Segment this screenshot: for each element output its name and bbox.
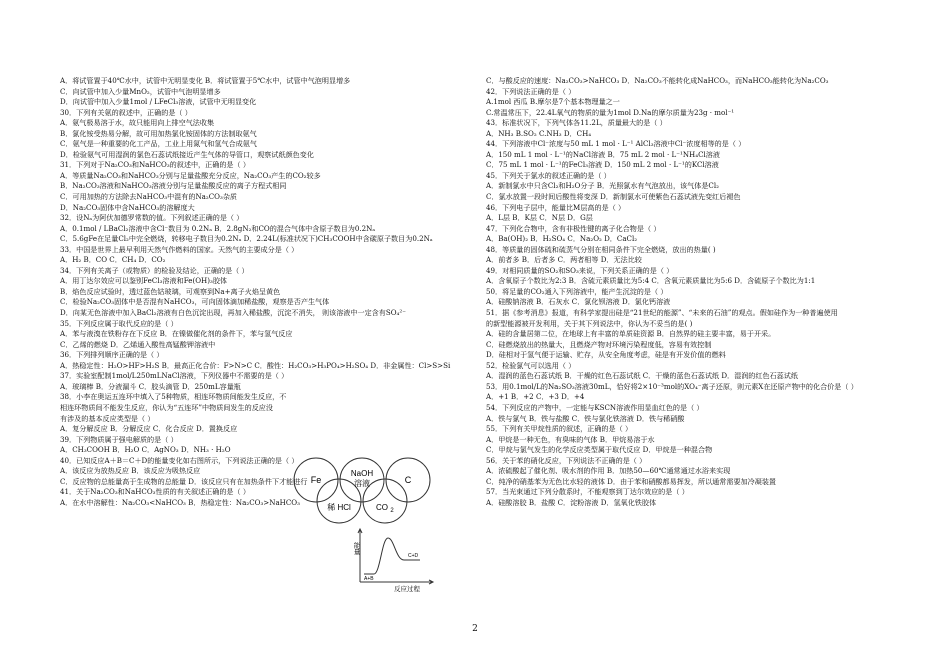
ring-c-label: C bbox=[404, 475, 412, 485]
right-column-line: C．75 mL 1 mol · L⁻¹的FeCl₃溶液 D．150 mL 2 mol · L⁻¹的KCl溶液 bbox=[486, 160, 719, 170]
left-column-line: D．向试管中加入少量1mol / LFeCl₃溶液，试管中无明显变化 bbox=[60, 97, 257, 107]
right-column-line: 42．下列说法正确的是（ ） bbox=[486, 86, 576, 96]
left-column-line: D．检验氨气可用湿润的氯色石蕊试纸接近产生气体的导管口，观察试纸颜色变化 bbox=[60, 149, 314, 159]
figures-svg bbox=[282, 456, 460, 593]
left-column-line: A．将试管置于40℃水中，试管中无明显变化 B．将试管置于5℃水中，试管中气泡明显增多 bbox=[60, 76, 351, 85]
left-column-line: B．焰色反应试验时，透过蓝色钴玻璃，可观察到Na+离子火焰呈黄色 bbox=[60, 286, 281, 296]
left-column-line: A．该反应为放热反应 B．该反应为吸热反应 bbox=[60, 466, 201, 476]
right-column-line: 50．将足量的CO₂通入下列溶液中，能产生沉淀的是（ ） bbox=[486, 286, 668, 296]
right-column-line: A.1mol 西瓜 B.摩尔是7个基本物理量之一 bbox=[486, 97, 620, 107]
right-column-line: A．Ba(OH)₂ B．H₂SO₄ C．Na₂O₂ D．CaCl₂ bbox=[486, 234, 638, 244]
energy-x-label: 反应过程 bbox=[394, 586, 420, 593]
left-column-line: B．Na₂CO₃溶液和NaHCO₃溶液分别与足量盐酸反应的离子方程式相同 bbox=[60, 181, 287, 191]
page-number: 2 bbox=[472, 624, 478, 634]
right-column-line: 52．检验氯气可以选用（ ） bbox=[486, 360, 576, 370]
right-column-line: A．150 mL 1 mol · L⁻¹的NaCl溶液 B．75 mL 2 mol · L⁻¹NH₄Cl溶液 bbox=[486, 149, 720, 159]
left-column-line: A．玻璃棒 B．分液漏斗 C．胶头滴管 D．250mL容量瓶 bbox=[60, 381, 241, 391]
energy-y-label: 能量 bbox=[352, 542, 360, 555]
right-column-line: C．纯净的硝基苯为无色比水轻的液体 D．由于苯和硝酸都易挥发，所以通常需要加冷凝装置 bbox=[486, 476, 777, 486]
right-column-line: 44．下列溶液中Cl⁻浓度与50 mL 1 mol · L⁻¹ AlCl₃溶液中Cl⁻浓度相等的是（ ） bbox=[486, 139, 746, 149]
left-column-line: 31．下列对于Na₂CO₃和NaHCO₃的叙述中，正确的是（ ） bbox=[60, 160, 250, 170]
right-column-line: 46．下列电子层中，能量比M层高的是（ ） bbox=[486, 202, 626, 212]
ring-fe-label: Fe bbox=[310, 475, 322, 485]
ring-co2-subscript: 2 bbox=[390, 508, 394, 514]
right-column-line: 53．用0.1mol/L的Na₂SO₃溶液30mL，恰好将2×10⁻³mol的XO₄⁻离子还原，则元素X在还原产物中的化合价是（ ） bbox=[486, 381, 858, 391]
right-column-line: 56．关于苯的硝化反应，下列说法不正确的是（ ） bbox=[486, 455, 647, 465]
right-column-line: C．甲烷与氯气发生的化学反应类型属于取代反应 D．甲烷是一种混合物 bbox=[486, 445, 713, 455]
right-column-line: C.常温常压下，22.4L氧气的物质的量为1mol D.Na的摩尔质量为23g · mol⁻¹ bbox=[486, 107, 735, 117]
left-column-line: A．在水中溶解性：Na₂CO₃<NaHCO₃ B．热稳定性：Na₂CO₃>NaHCO₃ bbox=[60, 497, 300, 507]
right-column-line: A．新制氯水中只含Cl₂和H₂O分子 B．光照氯水有气泡放出，该气体是Cl₂ bbox=[486, 181, 719, 191]
left-column-line: D．向某无色溶液中加入BaCl₂溶液有白色沉淀出现，再加入稀盐酸，沉淀不消失， 则该溶液中一定含有SO₄²⁻ bbox=[60, 308, 406, 318]
right-column-line: A．前者多 B．后者多 C．两者相等 D．无法比较 bbox=[486, 255, 642, 265]
right-column-line: A．硅酸钠溶液 B．石灰水 C．氯化钡溶液 D．氯化钙溶液 bbox=[486, 297, 671, 307]
energy-label-ab: A+B bbox=[364, 576, 374, 582]
ring-hcl-label: 稀 HCl bbox=[327, 503, 351, 512]
left-column-line: 37．实验室配制1mol/L250mLNaCl溶液，下列仪器中不需要的是（ ） bbox=[60, 371, 289, 381]
five-rings-figure bbox=[294, 458, 430, 523]
right-column-line: D．硅相对于氢气便于运输、贮存，从安全角度考虑，硅是有开发价值的燃料 bbox=[486, 350, 726, 360]
right-column-line: 55．下列有关甲烷性质的叙述，正确的是（ ） bbox=[486, 424, 633, 434]
left-column-line: A．CH₃COOH B．H₂O C．AgNO₃ D．NH₃ · H₂O bbox=[60, 445, 231, 455]
left-column-line: 36．下列排列顺序正确的是（ ） bbox=[60, 350, 164, 360]
left-column-line: D．Na₂CO₃固体中含NaHCO₃的溶解度大 bbox=[60, 202, 195, 212]
left-column-line: 30．下列有关氨的叙述中，正确的是（ ） bbox=[60, 107, 192, 117]
left-column-line: 相连环物质间不能发生反应，你认为“五连环”中物质间发生的反应没 bbox=[60, 402, 273, 412]
right-column-line: 49．对相同质量的SO₂和SO₃来说，下列关系正确的是（ ） bbox=[486, 265, 674, 275]
right-column-line: A．铁与氯气 B．铁与盐酸 C．铁与氯化铁溶液 D．铁与稀硝酸 bbox=[486, 413, 685, 423]
ring-co2-label: CO bbox=[376, 503, 388, 512]
left-column-line: A．等质量Na₂CO₃和NaHCO₃分别与足量盐酸充分反应，Na₂CO₃产生的CO₂较多 bbox=[60, 170, 321, 180]
right-column-line: A．含氧原子个数比为2:3 B．含硫元素质量比为5:4 C．含氧元素质量比为5:6 D．含硫原子个数比为1:1 bbox=[486, 276, 816, 286]
right-column-line: A．硅的含量居第二位，在地球上有丰富的单质硅资源 B．自然界的硅主要丰富，易于开采。 bbox=[486, 329, 776, 339]
left-column-line: B．氯化铵受热易分解，故可用加热氯化铵固体的方法制取氨气 bbox=[60, 128, 257, 138]
left-column-line: C．检验Na₂CO₃固体中是否混有NaHCO₃，可向固体滴加稀盐酸，观察是否产生气体 bbox=[60, 297, 330, 307]
left-column-line: 33．中国是世界上最早利用天然气作燃料的国家。天然气的主要成分是（ ） bbox=[60, 244, 299, 254]
right-column-line: C．氯水放置一段时间后酸性将变深 D．新制氯水可使紫色石蕊试液先变红后褪色 bbox=[486, 192, 741, 202]
right-column-line: C．硅燃烧放出的热量大，且燃烧产物对环境污染程度低，容易有效控制 bbox=[486, 339, 712, 349]
left-column-line: A．H₂ B．CO C．CH₄ D．CO₂ bbox=[60, 255, 166, 265]
left-column-line: A．苯与液溴在铁粉存在下反应 B．在镍做催化剂的条件下，苯与氢气反应 bbox=[60, 329, 293, 339]
left-column-line: A．复分解反应 B．分解反应 C．化合反应 D．置换反应 bbox=[60, 424, 238, 434]
right-column-line: 54．下列反应的产物中，一定能与KSCN溶液作用显血红色的是（ ） bbox=[486, 402, 704, 412]
left-column-line: 有涉及的基本反应类型是（ ） bbox=[60, 413, 155, 423]
right-column-line: 47．下列化合物中，含有非极性键的离子化合物是（ ） bbox=[486, 223, 661, 233]
right-column-line: C．与酸反应的速度：Na₂CO₃>NaHCO₃ D．Na₂CO₃不能转化成NaHCO₃，而NaHCO₃能转化为Na₂CO₃ bbox=[486, 76, 829, 85]
left-column-line: C．可用加热的方法除去NaHCO₃中混有的Na₂CO₃杂质 bbox=[60, 192, 238, 202]
left-column-line: C．乙烯的燃烧 D．乙烯通入酸性高锰酸钾溶液中 bbox=[60, 339, 216, 349]
left-column-line: 40．已知反应A＋B＝C＋D的能量变化如右图所示，下列说法正确的是（ ） bbox=[60, 455, 299, 465]
energy-label-cd: C+D bbox=[408, 553, 419, 559]
left-column-line: C．向试管中加入少量MnO₂，试管中气泡明显增多 bbox=[60, 86, 221, 96]
right-column-line: 51．据《参考消息》报道，有科学家提出硅是“21世纪的能源”、“未来的石油”的观点。假如硅作为一种普遍使用 bbox=[486, 308, 838, 318]
right-column-line: 57．当光束通过下列分散系时，不能观察到丁达尔效应的是（ ） bbox=[486, 487, 689, 497]
left-column-line: A．0.1mol / LBaCl₂溶液中含Cl⁻数目为 0.2Nₐ B．2.8gN₂和CO的混合气体中含原子数目为0.2Nₐ bbox=[60, 223, 376, 233]
right-column-line: A．湿润的蓝色石蕊试纸 B．干燥的红色石蕊试纸 C．干燥的蓝色石蕊试纸 D．湿润的红色石蕊试纸 bbox=[486, 371, 798, 381]
left-column-line: C．氨气是一种重要的化工产品，工业上用氮气和氢气合成氨气 bbox=[60, 139, 257, 149]
right-column-line: A．+1 B．+2 C．+3 D．+4 bbox=[486, 392, 585, 402]
right-column-line: 的新型能源被开发利用，关于其下列说法中，你认为不妥当的是( ) bbox=[486, 318, 693, 328]
right-column-line: A．浓硫酸起了催化剂、吸水剂的作用 B．加热50—60℃通常通过水浴来实现 bbox=[486, 466, 731, 476]
right-column-line: A．L层 B．K层 C．N层 D．G层 bbox=[486, 213, 593, 223]
right-column-line: 43．标准状况下，下列气体各11.2L，质量最大的是（ ） bbox=[486, 118, 667, 128]
figure-area bbox=[282, 456, 460, 593]
left-column bbox=[60, 76, 470, 508]
right-column-line: A．硅酸溶胶 B．盐酸 C．淀粉溶液 D．氢氧化铁胶体 bbox=[486, 497, 657, 507]
left-column-line: 34．下列有关离子（或物质）的检验及结论，正确的是（ ） bbox=[60, 265, 249, 275]
right-column bbox=[486, 76, 906, 508]
left-column-line: 39．下列物质属于强电解质的是（ ） bbox=[60, 434, 178, 444]
left-column-line: A．用丁达尔效应可以鉴别FeCl₃溶液和Fe(OH)₃胶体 bbox=[60, 276, 228, 286]
left-column-line: 41．关于Na₂CO₃和NaHCO₃性质的有关叙述正确的是（ ） bbox=[60, 487, 250, 497]
ring-naoh-label-1: NaOH bbox=[350, 469, 374, 478]
right-column-line: 45．下列关于氯水的叙述正确的是（ ） bbox=[486, 170, 611, 180]
right-column-line: 48．等质量的固体硫和硫蒸气分别在相同条件下完全燃烧，放出的热量( ) bbox=[486, 244, 716, 254]
right-column-line: A．NH₃ B.SO₂ C.NH₃ D．CH₄ bbox=[486, 128, 592, 138]
left-column-line: A．氨气极易溶于水，故只能用向上排空气法收集 bbox=[60, 118, 215, 128]
right-column-line: A．甲烷是一种无色，有臭味的气体 B．甲烷易溶于水 bbox=[486, 434, 655, 444]
left-column-line: 38．小李在奥运五连环中填入了5种物质，相连环物质间能发生反应，不 bbox=[60, 392, 287, 402]
left-column-line: 35．下列反应属于取代反应的是（ ） bbox=[60, 318, 178, 328]
left-column-line: A．热稳定性：H₂O>HF>H₂S B．最高正化合价：F>N>C C．酸性：H₂CO₃>H₃PO₄>H₂SO₄ D．非金属性：Cl>S>Si bbox=[60, 360, 451, 370]
ring-naoh-label-2: 溶液 bbox=[354, 479, 370, 488]
left-column-line: C．5.6gFe在足量Cl₂中完全燃烧，转移电子数目为0.2Nₐ D．2.24L(标准状况下)CH₃COOH中含碳原子数目为0.2Nₐ bbox=[60, 234, 433, 244]
left-column-line: 32．设Nₐ为阿伏加德罗常数的值。下列叙述正确的是（ ） bbox=[60, 213, 244, 223]
left-column-line: C．反应物的总能量高于生成物的总能量 D．该反应只有在加热条件下才能进行 bbox=[60, 476, 308, 486]
